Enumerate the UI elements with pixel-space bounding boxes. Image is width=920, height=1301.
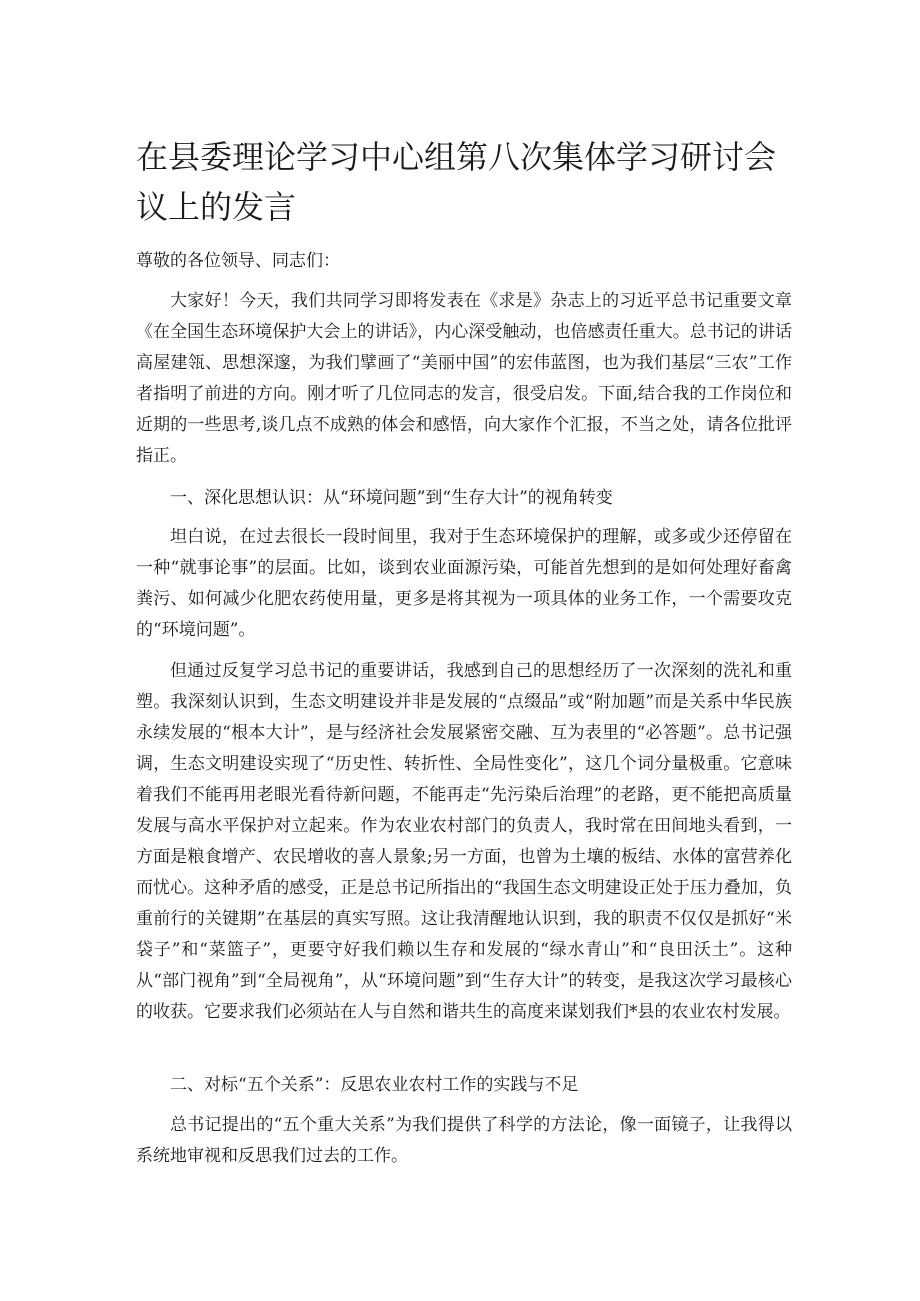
section-heading-2: 二、对标“五个关系”：反思农业农村工作的实践与不足 <box>170 1075 579 1095</box>
paragraph-five-relations: 总书记提出的“五个重大关系”为我们提供了科学的方法论，像一面镜子，让我得以系统地审视和反思我们过去的工作。 <box>136 1115 792 1166</box>
paragraph-reflection: 坦白说，在过去很长一段时间里，我对于生态环境保护的理解，或多或少还停留在一种“就事论事”的层面。比如，谈到农业面源污染，可能首先想到的是如何处理好畜禽粪污、如何减少化肥农药使用量，更多是将其视为一项具体的业务工作，一个需要攻克的“环境问题”。 <box>136 527 792 640</box>
paragraph-understanding: 但通过反复学习总书记的重要讲话，我感到自己的思想经历了一次深刻的洗礼和重塑。我深刻认识到，生态文明建设并非是发展的“点缀品”或“附加题”而是关系中华民族永续发展的“根本大计”，是与经济社会发展紧密交融、互为表里的“必答题”。总书记强调，生态文明建设实现了“历史性、转折性、全局性变化”，这几个词分量极重。它意味着我们不能再用老眼光看待新问题，不能再走“先污染后治理”的老路，更不能把高质量发展与高水平保护对立起来。作为农业农村部门的负责人，我时常在田间地头看到，一方面是粮食增产、农民增收的喜人景象;另一方面，也曾为土壤的板结、水体的富营养化而忧心。这种矛盾的感受，正是总书记所指出的“我国生态文明建设正处于压力叠加，负重前行的关键期”在基层的真实写照。这让我清醒地认识到，我的职责不仅仅是抓好“米袋子”和“菜篮子”，更要守好我们赖以生存和发展的“绿水青山”和“良田沃土”。这种从“部门视角”到“全局视角”，从“环境问题”到“生存大计”的转变，是我这次学习最核心的收获。它要求我们必须站在人与自然和谐共生的高度来谋划我们*县的农业农村发展。 <box>136 661 792 1022</box>
section-heading-1: 一、深化思想认识：从“环境问题”到“生存大计”的视角转变 <box>170 488 613 508</box>
paragraph-intro: 大家好！今天，我们共同学习即将发表在《求是》杂志上的习近平总书记重要文章《在全国生态环境保护大会上的讲话》，内心深受触动，也倍感责任重大。总书记的讲话高屋建瓴、思想深邃，为我们擘画了“美丽中国”的宏伟蓝图，也为我们基层“三农”工作者指明了前进的方向。刚才听了几位同志的发言，很受启发。下面,结合我的工作岗位和近期的一些思考,谈几点不成熟的体会和感悟，向大家作个汇报，不当之处，请各位批评指正。 <box>136 291 792 466</box>
document-title: 在县委理论学习中心组第八次集体学习研讨会议上的发言 <box>136 138 777 226</box>
salutation: 尊敬的各位领导、同志们： <box>136 251 340 271</box>
